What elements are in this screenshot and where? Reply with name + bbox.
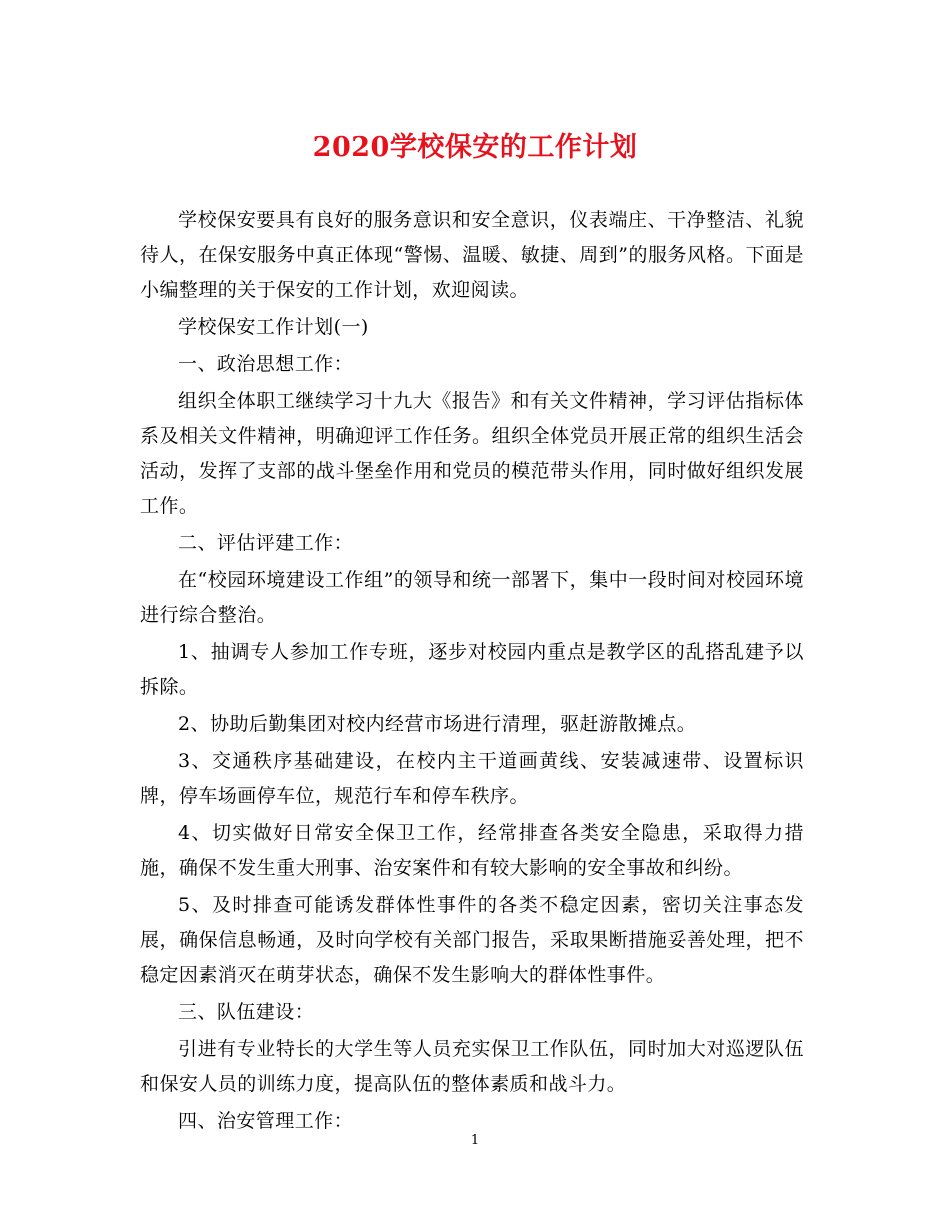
paragraph-section-1-heading: 一、政治思想工作：	[178, 353, 354, 375]
paragraph-item-5: 5、及时排查可能诱发群体性事件的各类不稳定因素，密切关注事态发展，确保信息畅通，及时向学校有关部门报告，采取果断措施妥善处理，把不稳定因素消灭在萌芽状态，确保不发生影响大的群体性事件。	[140, 894, 804, 986]
page-number: 1	[470, 1133, 480, 1148]
paragraph-item-4: 4、切实做好日常安全保卫工作，经常排查各类安全隐患，采取得力措施，确保不发生重大刑事、治安案件和有较大影响的安全事故和纠纷。	[140, 822, 804, 879]
paragraph-section-2-heading: 二、评估评建工作：	[178, 532, 354, 554]
paragraph-intro: 学校保安要具有良好的服务意识和安全意识，仪表端庄、干净整洁、礼貌待人，在保安服务中真正体现“警惕、温暖、敏捷、周到”的服务风格。下面是小编整理的关于保安的工作计划，欢迎阅读。	[140, 209, 804, 301]
paragraph-section-4-heading: 四、治安管理工作：	[178, 1110, 354, 1132]
paragraph-section-2-body: 在“校园环境建设工作组”的领导和统一部署下，集中一段时间对校园环境进行综合整治。	[140, 569, 804, 626]
paragraph-section-1-body: 组织全体职工继续学习十九大《报告》和有关文件精神，学习评估指标体系及相关文件精神，明确迎评工作任务。组织全体党员开展正常的组织生活会活动，发挥了支部的战斗堡垒作用和党员的模范带头作用，同时做好组织发展工作。	[140, 390, 804, 517]
paragraph-section-3-heading: 三、队伍建设：	[178, 1001, 315, 1023]
paragraph-item-2: 2、协助后勤集团对校内经营市场进行清理，驱赶游散摊点。	[178, 713, 697, 735]
paragraph-item-3: 3、交通秩序基础建设，在校内主干道画黄线、安装减速带、设置标识牌，停车场画停车位，规范行车和停车秩序。	[140, 750, 804, 807]
paragraph-plan-heading: 学校保安工作计划(一)	[178, 316, 369, 338]
document-title: 2020学校保安的工作计划	[312, 132, 638, 163]
paragraph-section-3-body: 引进有专业特长的大学生等人员充实保卫工作队伍，同时加大对巡逻队伍和保安人员的训练力度，提高队伍的整体素质和战斗力。	[140, 1038, 804, 1095]
document-body	[140, 203, 804, 1139]
paragraph-item-1: 1、抽调专人参加工作专班，逐步对校园内重点是教学区的乱搭乱建予以拆除。	[140, 641, 804, 698]
